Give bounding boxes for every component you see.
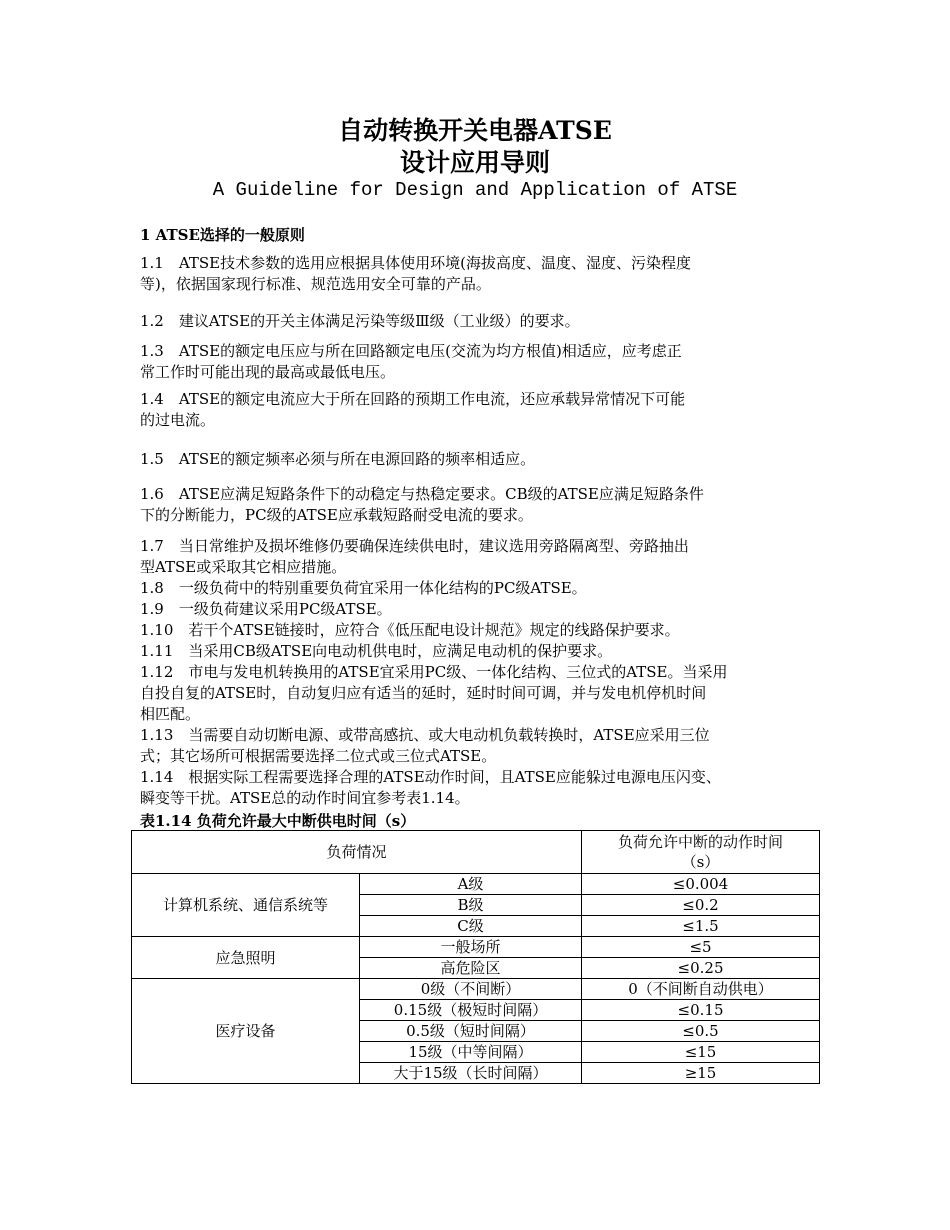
group-name: 计算机系统、通信系统等 <box>132 874 360 937</box>
title-line-2: 设计应用导则 <box>399 148 550 177</box>
time-cell: ≤1.5 <box>582 916 820 937</box>
text-line: 自投自复的ATSE时，自动复归应有适当的延时，延时时间可调，并与发电机停机时间 <box>140 684 707 702</box>
time-cell: ≤0.004 <box>582 874 820 895</box>
level-cell: 15级（中等间隔） <box>360 1042 582 1063</box>
paragraph-1-4 <box>140 389 820 431</box>
text-line: 式；其它场所可根据需要选择二位式或三位式ATSE。 <box>140 747 497 765</box>
header-time-line-1: 负荷允许中断的动作时间 <box>618 833 784 851</box>
level-cell: 0级（不间断） <box>360 979 582 1000</box>
time-cell: ≤0.25 <box>582 958 820 979</box>
paragraph-1-7-to-1-14 <box>140 536 820 809</box>
text-line: 1.11 当采用CB级ATSE向电动机供电时，应满足电动机的保护要求。 <box>140 642 613 660</box>
text-line: 1.9 一级负荷建议采用PC级ATSE。 <box>140 600 392 618</box>
level-cell: C级 <box>360 916 582 937</box>
text-line: 1.3 ATSE的额定电压应与所在回路额定电压(交流为均方根值)相适应，应考虑正 <box>140 342 682 360</box>
paragraph-1-1 <box>140 253 820 295</box>
text-line: 下的分断能力，PC级的ATSE应承载短路耐受电流的要求。 <box>140 506 533 524</box>
table-header-row <box>132 831 820 874</box>
text-line: 1.4 ATSE的额定电流应大于所在回路的预期工作电流，还应承载异常情况下可能 <box>140 390 686 408</box>
paragraph-1-6 <box>140 484 820 526</box>
level-cell: B级 <box>360 895 582 916</box>
paragraph-1-5 <box>140 449 820 470</box>
paragraph-1-2 <box>140 311 820 332</box>
text-line: 1.12 市电与发电机转换用的ATSE宜采用PC级、一体化结构、三位式的ATSE。当采用 <box>140 663 728 681</box>
time-cell: ≤0.2 <box>582 895 820 916</box>
level-cell: 高危险区 <box>360 958 582 979</box>
text-line: 瞬变等干扰。ATSE总的动作时间宜参考表1.14。 <box>140 789 470 807</box>
text-line: 1.10 若干个ATSE链接时，应符合《低压配电设计规范》规定的线路保护要求。 <box>140 621 680 639</box>
header-load: 负荷情况 <box>132 831 582 874</box>
text-line: 1.1 ATSE技术参数的选用应根据具体使用环境(海拔高度、温度、湿度、污染程度 <box>140 254 691 272</box>
time-cell: ≤15 <box>582 1042 820 1063</box>
level-cell: 0.15级（极短时间隔） <box>360 1000 582 1021</box>
text-line: 1.6 ATSE应满足短路条件下的动稳定与热稳定要求。CB级的ATSE应满足短路条件 <box>140 485 704 503</box>
text-line: 型ATSE或采取其它相应措施。 <box>140 558 347 576</box>
text-line: 1.7 当日常维护及损坏维修仍要确保连续供电时，建议选用旁路隔离型、旁路抽出 <box>140 537 689 555</box>
time-cell: ≤0.15 <box>582 1000 820 1021</box>
text-line: 常工作时可能出现的最高或最低电压。 <box>140 363 396 381</box>
time-cell: 0（不间断自动供电） <box>582 979 820 1000</box>
paragraph-1-3 <box>140 341 820 383</box>
table-caption: 表1.14 负荷允许最大中断供电时间（s） <box>140 812 416 830</box>
table-row <box>132 874 820 895</box>
text-line: 1.5 ATSE的额定频率必须与所在电源回路的频率相适应。 <box>140 450 536 468</box>
header-time-line-2: （s） <box>681 853 720 871</box>
text-line: 1.13 当需要自动切断电源、或带高感抗、或大电动机负载转换时，ATSE应采用三位 <box>140 726 710 744</box>
section-heading: 1 ATSE选择的一般原则 <box>140 226 305 244</box>
level-cell: 大于15级（长时间隔） <box>360 1063 582 1084</box>
level-cell: 一般场所 <box>360 937 582 958</box>
text-line: 相匹配。 <box>140 705 201 723</box>
title-english: A Guideline for Design and Application of ATSE <box>212 179 738 201</box>
table-row <box>132 937 820 958</box>
level-cell: 0.5级（短时间隔） <box>360 1021 582 1042</box>
table-row <box>132 979 820 1000</box>
text-line: 1.2 建议ATSE的开关主体满足污染等级Ⅲ级（工业级）的要求。 <box>140 312 580 330</box>
text-line: 1.14 根据实际工程需要选择合理的ATSE动作时间，且ATSE应能躲过电源电压闪变、 <box>140 768 721 786</box>
title-line-1: 自动转换开关电器ATSE <box>338 116 612 145</box>
time-cell: ≤5 <box>582 937 820 958</box>
time-cell: ≥15 <box>582 1063 820 1084</box>
text-line: 1.8 一级负荷中的特别重要负荷宜采用一体化结构的PC级ATSE。 <box>140 579 587 597</box>
level-cell: A级 <box>360 874 582 895</box>
text-line: 等)，依据国家现行标准、规范选用安全可靠的产品。 <box>140 275 491 293</box>
interruption-time-table <box>131 830 820 1084</box>
text-line: 的过电流。 <box>140 411 216 429</box>
group-name: 医疗设备 <box>132 979 360 1084</box>
group-name: 应急照明 <box>132 937 360 979</box>
header-time <box>582 831 820 874</box>
time-cell: ≤0.5 <box>582 1021 820 1042</box>
